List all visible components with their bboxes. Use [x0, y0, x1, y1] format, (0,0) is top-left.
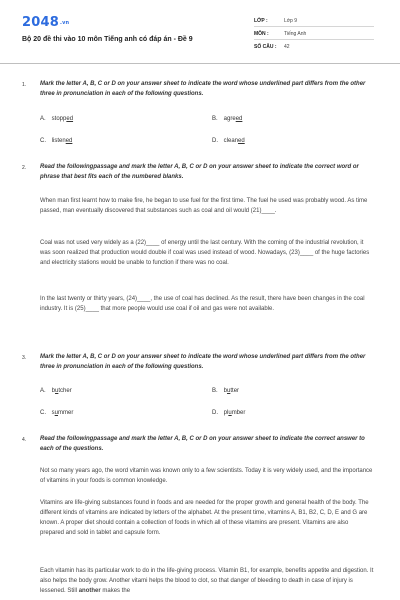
paragraph-text: makes the — [100, 588, 131, 594]
option-word-start: b — [51, 388, 56, 394]
option-letter: C. — [40, 138, 46, 144]
option-underlined-part: u — [54, 410, 59, 416]
meta-value: 42 — [284, 44, 290, 50]
option-word-end: tter — [230, 388, 240, 394]
meta-label: MÔN : — [254, 31, 269, 37]
answer-option-d[interactable] — [212, 138, 245, 144]
answer-option-b[interactable] — [212, 116, 242, 122]
option-word-end: mber — [231, 410, 246, 416]
question-instruction: Mark the letter A, B, C or D on your answer sheet to indicate the word whose underlined part differs from the other three in pronunciation in each of the following questions. — [40, 81, 366, 97]
question-instruction: Read the followingpassage and mark the letter A, B, C or D on your answer sheet to indicate the correct answer to each of the questions. — [40, 436, 365, 452]
option-underlined-part: ed — [235, 116, 243, 122]
meta-value: Lớp 9 — [284, 18, 298, 24]
answer-option-c[interactable] — [40, 410, 73, 416]
meta-label: SỐ CÂU : — [254, 44, 277, 50]
site-logo[interactable] — [22, 15, 69, 30]
passage-paragraph: In the last twenty or thirty years, (24)____, the use of coal has declined. As the result, there have been changes in the coal industry. It is (25)____ that more people would use coal if oil and gas were not available. — [40, 296, 365, 312]
paragraph-text: Each vitamin has its particular work to do in the life-giving process. Vitamin B1, for example, benefits appetite and digestion. It also helps the body grow. Another vitami helps the blood to clot, so that danger of bleeding to death in case of injury is lessened. Still — [40, 568, 374, 594]
passage-paragraph: Coal was not used very widely as a (22)____ of energy until the last century. With the coming of the industrial revolution, it was soon realized that production would double if coal was used instead of wood. Nowadays, (23)____ of the huge factories and electricity stations would be unable to function if there was no coal. — [40, 240, 370, 266]
logo-suffix: .vn — [59, 19, 70, 26]
option-letter: C. — [40, 410, 46, 416]
meta-label: LỚP : — [254, 18, 268, 24]
answer-option-d[interactable] — [212, 410, 245, 416]
logo-text: 2048 — [22, 15, 59, 30]
option-letter: D. — [212, 410, 218, 416]
question-number: 2. — [22, 165, 27, 171]
meta-divider — [254, 26, 374, 27]
passage-paragraph: Vitamins are life-giving substances found in foods and are needed for the proper growth and general health of the body. The different kinds of vitamins are indicated by letters of the alphabet. At the present time, vitamins A, B1, B2, C, D, E and G are known. A proper diet should contain a collection of foods in which all of these vitamins are present. Vitamins are also prepared and sold in tablet and capsule form. — [40, 500, 369, 536]
answer-option-a[interactable] — [40, 388, 72, 394]
passage-paragraph — [40, 566, 374, 596]
option-letter: D. — [212, 138, 218, 144]
option-word-start: pl — [223, 410, 229, 416]
bold-word: another — [78, 588, 101, 594]
passage-paragraph: Not so many years ago, the word vitamin was known only to a few scientists. Today it is very widely used, and the importance of vitamins in your foods is common knowledge. — [40, 468, 373, 484]
question-number: 1. — [22, 82, 27, 88]
meta-row-class — [254, 15, 374, 28]
meta-divider — [254, 39, 374, 40]
option-word-end: tcher — [58, 388, 72, 394]
option-underlined-part: u — [55, 388, 59, 394]
meta-row-count — [254, 41, 374, 54]
document-title: Bộ 20 đề thi vào 10 môn Tiếng anh có đáp án - Đề 9 — [22, 36, 193, 43]
meta-value: Tiếng Anh — [284, 31, 307, 37]
answer-option-a[interactable] — [40, 116, 73, 122]
option-word-start: b — [223, 388, 228, 394]
meta-row-subject — [254, 28, 374, 41]
document-header — [0, 0, 400, 64]
option-letter: A. — [40, 116, 46, 122]
document-meta — [254, 15, 374, 54]
option-word-start: clean — [223, 138, 239, 144]
option-underlined-part: ed — [238, 138, 245, 144]
option-word-start: agre — [223, 116, 236, 122]
answer-option-b[interactable] — [212, 388, 239, 394]
option-letter: B. — [212, 388, 218, 394]
option-letter: B. — [212, 116, 218, 122]
option-word-end: mmer — [58, 410, 74, 416]
option-letter: A. — [40, 388, 46, 394]
passage-paragraph: When man first learnt how to make fire, he began to use fuel for the first time. The fuel he used was probably wood. As time passed, man eventually discovered that substances such as coal and oil would (21)____. — [40, 198, 368, 214]
question-instruction: Mark the letter A, B, C or D on your answer sheet to indicate the word whose underlined part differs from the other three in pronunciation in each of the following questions. — [40, 354, 366, 370]
option-word-start: listen — [51, 138, 66, 144]
header-divider — [0, 63, 400, 64]
option-underlined-part: ed — [65, 138, 73, 144]
question-number: 3. — [22, 355, 27, 361]
option-word-start: s — [51, 410, 55, 416]
option-underlined-part: u — [227, 388, 231, 394]
question-instruction: Read the followingpassage and mark the letter A, B, C or D on your answer sheet to indicate the correct word or phrase that best fits each of the numbered blanks. — [40, 164, 359, 180]
option-underlined-part: ed — [66, 116, 74, 122]
question-number: 4. — [22, 437, 27, 443]
answer-option-c[interactable] — [40, 138, 72, 144]
option-underlined-part: u — [228, 410, 232, 416]
option-word-start: stopp — [51, 116, 67, 122]
